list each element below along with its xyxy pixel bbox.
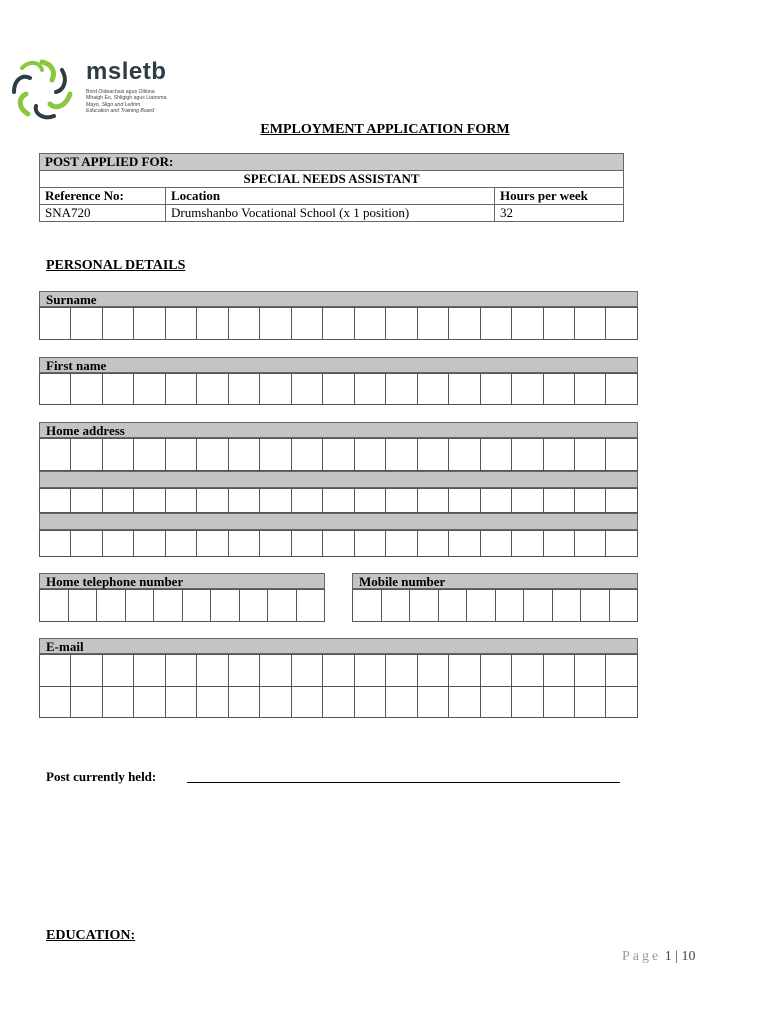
input-box-cell[interactable] bbox=[606, 686, 637, 718]
home-phone-boxes[interactable] bbox=[39, 589, 325, 622]
msletb-logo bbox=[8, 58, 188, 120]
input-box-cell[interactable] bbox=[197, 373, 228, 405]
location-value: Drumshanbo Vocational School (x 1 position) bbox=[166, 205, 495, 222]
input-box-cell[interactable] bbox=[496, 589, 525, 622]
input-box-cell[interactable] bbox=[229, 438, 260, 471]
input-box-cell[interactable] bbox=[71, 530, 102, 557]
input-box-cell[interactable] bbox=[229, 530, 260, 557]
input-box-cell[interactable] bbox=[166, 488, 197, 513]
input-box-cell[interactable] bbox=[292, 373, 323, 405]
input-box-cell[interactable] bbox=[40, 530, 71, 557]
input-box-cell[interactable] bbox=[449, 307, 480, 340]
form-title: EMPLOYMENT APPLICATION FORM bbox=[260, 122, 510, 137]
input-box-cell[interactable] bbox=[544, 654, 575, 687]
input-box-cell[interactable] bbox=[229, 373, 260, 405]
page-number bbox=[622, 949, 696, 965]
input-box-cell[interactable] bbox=[355, 373, 386, 405]
input-box-cell[interactable] bbox=[260, 438, 291, 471]
logo-sub-line: Mhaigh Eo, Shligigh agus Liatroma bbox=[86, 95, 167, 102]
input-box-cell[interactable] bbox=[410, 589, 439, 622]
input-box-cell[interactable] bbox=[386, 530, 417, 557]
input-box-cell[interactable] bbox=[575, 438, 606, 471]
position-title: SPECIAL NEEDS ASSISTANT bbox=[40, 171, 624, 188]
input-box-cell[interactable] bbox=[292, 686, 323, 718]
input-box-cell[interactable] bbox=[386, 686, 417, 718]
input-box-cell[interactable] bbox=[40, 686, 71, 718]
input-box-cell[interactable] bbox=[166, 686, 197, 718]
input-box-cell[interactable] bbox=[323, 488, 354, 513]
input-box-cell[interactable] bbox=[292, 307, 323, 340]
input-box-cell[interactable] bbox=[323, 686, 354, 718]
input-box-cell[interactable] bbox=[524, 589, 553, 622]
input-box-cell[interactable] bbox=[382, 589, 411, 622]
input-box-cell[interactable] bbox=[386, 373, 417, 405]
post-currently-held-label: Post currently held: bbox=[46, 769, 157, 784]
input-box-cell[interactable] bbox=[418, 438, 449, 471]
input-box-cell[interactable] bbox=[71, 654, 102, 687]
input-box-cell[interactable] bbox=[544, 686, 575, 718]
input-box-cell[interactable] bbox=[575, 307, 606, 340]
input-box-cell[interactable] bbox=[610, 589, 639, 622]
input-box-cell[interactable] bbox=[40, 373, 71, 405]
input-box-cell[interactable] bbox=[240, 589, 269, 622]
page-word: Page bbox=[622, 949, 662, 964]
address-separator bbox=[39, 471, 638, 488]
post-applied-table bbox=[39, 153, 624, 222]
input-box-cell[interactable] bbox=[418, 530, 449, 557]
input-box-cell[interactable] bbox=[166, 307, 197, 340]
input-box-cell[interactable] bbox=[355, 438, 386, 471]
input-box-cell[interactable] bbox=[260, 307, 291, 340]
input-box-cell[interactable] bbox=[323, 438, 354, 471]
input-box-cell[interactable] bbox=[40, 307, 71, 340]
input-box-cell[interactable] bbox=[260, 686, 291, 718]
input-box-cell[interactable] bbox=[575, 530, 606, 557]
input-box-cell[interactable] bbox=[323, 307, 354, 340]
logo-subtitle bbox=[86, 89, 196, 114]
address-boxes-line3[interactable] bbox=[39, 530, 638, 557]
home-phone-label: Home telephone number bbox=[39, 573, 325, 589]
input-box-cell[interactable] bbox=[103, 488, 134, 513]
input-box-cell[interactable] bbox=[606, 488, 637, 513]
address-boxes-line1[interactable] bbox=[39, 438, 638, 471]
input-box-cell[interactable] bbox=[260, 488, 291, 513]
hours-value: 32 bbox=[495, 205, 624, 222]
input-box-cell[interactable] bbox=[134, 438, 165, 471]
input-box-cell[interactable] bbox=[154, 589, 183, 622]
input-box-cell[interactable] bbox=[134, 530, 165, 557]
input-box-cell[interactable] bbox=[449, 686, 480, 718]
input-box-cell[interactable] bbox=[103, 438, 134, 471]
logo-sub-line: Mayo, Sligo and Leitrim bbox=[86, 101, 141, 108]
logo-sub-line: Bord Oideachais agus Oiliúna bbox=[86, 89, 155, 95]
input-box-cell[interactable] bbox=[71, 373, 102, 405]
input-box-cell[interactable] bbox=[449, 530, 480, 557]
input-box-cell[interactable] bbox=[512, 654, 543, 687]
input-box-cell[interactable] bbox=[166, 654, 197, 687]
page-separator: | bbox=[675, 949, 679, 964]
input-box-cell[interactable] bbox=[97, 589, 126, 622]
input-box-cell[interactable] bbox=[229, 307, 260, 340]
logo-wordmark: msletb bbox=[86, 58, 167, 85]
input-box-cell[interactable] bbox=[297, 589, 326, 622]
input-box-cell[interactable] bbox=[544, 373, 575, 405]
email-boxes-line1[interactable] bbox=[39, 654, 638, 687]
input-box-cell[interactable] bbox=[575, 373, 606, 405]
input-box-cell[interactable] bbox=[512, 488, 543, 513]
input-box-cell[interactable] bbox=[323, 530, 354, 557]
input-box-cell[interactable] bbox=[229, 488, 260, 513]
input-box-cell[interactable] bbox=[481, 307, 512, 340]
page-current: 1 bbox=[664, 949, 672, 964]
input-box-cell[interactable] bbox=[386, 307, 417, 340]
input-box-cell[interactable] bbox=[103, 654, 134, 687]
input-box-cell[interactable] bbox=[40, 488, 71, 513]
hours-header: Hours per week bbox=[495, 188, 624, 205]
input-box-cell[interactable] bbox=[292, 654, 323, 687]
input-box-cell[interactable] bbox=[606, 654, 637, 687]
input-box-cell[interactable] bbox=[581, 589, 610, 622]
input-box-cell[interactable] bbox=[606, 307, 637, 340]
input-box-cell[interactable] bbox=[418, 654, 449, 687]
input-box-cell[interactable] bbox=[355, 488, 386, 513]
input-box-cell[interactable] bbox=[229, 686, 260, 718]
input-box-cell[interactable] bbox=[69, 589, 98, 622]
input-box-cell[interactable] bbox=[197, 654, 228, 687]
input-box-cell[interactable] bbox=[481, 686, 512, 718]
input-box-cell[interactable] bbox=[229, 654, 260, 687]
input-box-cell[interactable] bbox=[439, 589, 468, 622]
input-box-cell[interactable] bbox=[134, 654, 165, 687]
firstname-label: First name bbox=[39, 357, 638, 373]
input-box-cell[interactable] bbox=[126, 589, 155, 622]
input-box-cell[interactable] bbox=[183, 589, 212, 622]
mobile-boxes[interactable] bbox=[352, 589, 638, 622]
input-box-cell[interactable] bbox=[166, 373, 197, 405]
input-box-cell[interactable] bbox=[197, 530, 228, 557]
input-box-cell[interactable] bbox=[323, 373, 354, 405]
input-box-cell[interactable] bbox=[103, 686, 134, 718]
address-boxes-line2[interactable] bbox=[39, 488, 638, 513]
input-box-cell[interactable] bbox=[166, 438, 197, 471]
input-box-cell[interactable] bbox=[211, 589, 240, 622]
input-box-cell[interactable] bbox=[134, 488, 165, 513]
input-box-cell[interactable] bbox=[323, 654, 354, 687]
education-heading: EDUCATION: bbox=[46, 928, 136, 943]
input-box-cell[interactable] bbox=[166, 530, 197, 557]
mobile-label: Mobile number bbox=[352, 573, 638, 589]
surname-label: Surname bbox=[39, 291, 638, 307]
input-box-cell[interactable] bbox=[544, 488, 575, 513]
input-box-cell[interactable] bbox=[606, 530, 637, 557]
reference-value: SNA720 bbox=[40, 205, 166, 222]
input-box-cell[interactable] bbox=[197, 488, 228, 513]
input-box-cell[interactable] bbox=[355, 654, 386, 687]
input-box-cell[interactable] bbox=[418, 488, 449, 513]
input-box-cell[interactable] bbox=[386, 654, 417, 687]
personal-details-heading: PERSONAL DETAILS bbox=[46, 258, 186, 273]
input-box-cell[interactable] bbox=[268, 589, 297, 622]
input-box-cell[interactable] bbox=[553, 589, 582, 622]
input-box-cell[interactable] bbox=[134, 307, 165, 340]
input-box-cell[interactable] bbox=[134, 373, 165, 405]
input-box-cell[interactable] bbox=[386, 438, 417, 471]
surname-boxes[interactable] bbox=[39, 307, 638, 340]
input-box-cell[interactable] bbox=[481, 373, 512, 405]
input-box-cell[interactable] bbox=[512, 438, 543, 471]
input-box-cell[interactable] bbox=[481, 488, 512, 513]
location-header: Location bbox=[166, 188, 495, 205]
input-box-cell[interactable] bbox=[197, 686, 228, 718]
input-box-cell[interactable] bbox=[292, 438, 323, 471]
email-boxes-line2[interactable] bbox=[39, 686, 638, 718]
input-box-cell[interactable] bbox=[197, 307, 228, 340]
input-box-cell[interactable] bbox=[418, 373, 449, 405]
input-box-cell[interactable] bbox=[481, 438, 512, 471]
input-box-cell[interactable] bbox=[103, 373, 134, 405]
input-box-cell[interactable] bbox=[197, 438, 228, 471]
input-box-cell[interactable] bbox=[418, 307, 449, 340]
input-box-cell[interactable] bbox=[260, 530, 291, 557]
post-applied-label: POST APPLIED FOR: bbox=[40, 154, 624, 171]
input-box-cell[interactable] bbox=[575, 686, 606, 718]
address-label: Home address bbox=[39, 422, 638, 438]
firstname-boxes[interactable] bbox=[39, 373, 638, 405]
input-box-cell[interactable] bbox=[355, 307, 386, 340]
input-box-cell[interactable] bbox=[481, 530, 512, 557]
input-box-cell[interactable] bbox=[418, 686, 449, 718]
input-box-cell[interactable] bbox=[449, 438, 480, 471]
input-box-cell[interactable] bbox=[353, 589, 382, 622]
input-box-cell[interactable] bbox=[260, 654, 291, 687]
input-box-cell[interactable] bbox=[103, 530, 134, 557]
email-label: E-mail bbox=[39, 638, 638, 654]
input-box-cell[interactable] bbox=[71, 488, 102, 513]
input-box-cell[interactable] bbox=[606, 438, 637, 471]
page-total: 10 bbox=[681, 949, 696, 964]
input-box-cell[interactable] bbox=[449, 373, 480, 405]
input-box-cell[interactable] bbox=[292, 530, 323, 557]
swirl-logo-icon bbox=[8, 58, 80, 120]
input-box-cell[interactable] bbox=[355, 686, 386, 718]
input-box-cell[interactable] bbox=[512, 530, 543, 557]
input-box-cell[interactable] bbox=[575, 488, 606, 513]
input-box-cell[interactable] bbox=[544, 307, 575, 340]
input-box-cell[interactable] bbox=[134, 686, 165, 718]
input-box-cell[interactable] bbox=[467, 589, 496, 622]
input-box-cell[interactable] bbox=[449, 488, 480, 513]
input-box-cell[interactable] bbox=[292, 488, 323, 513]
input-box-cell[interactable] bbox=[544, 530, 575, 557]
input-box-cell[interactable] bbox=[40, 438, 71, 471]
address-separator bbox=[39, 513, 638, 530]
input-box-cell[interactable] bbox=[481, 654, 512, 687]
input-box-cell[interactable] bbox=[606, 373, 637, 405]
input-box-cell[interactable] bbox=[40, 589, 69, 622]
input-box-cell[interactable] bbox=[512, 307, 543, 340]
input-box-cell[interactable] bbox=[512, 373, 543, 405]
input-box-cell[interactable] bbox=[40, 654, 71, 687]
post-currently-held-field[interactable] bbox=[187, 782, 620, 783]
input-box-cell[interactable] bbox=[544, 438, 575, 471]
input-box-cell[interactable] bbox=[512, 686, 543, 718]
input-box-cell[interactable] bbox=[386, 488, 417, 513]
input-box-cell[interactable] bbox=[575, 654, 606, 687]
input-box-cell[interactable] bbox=[449, 654, 480, 687]
input-box-cell[interactable] bbox=[103, 307, 134, 340]
reference-header: Reference No: bbox=[40, 188, 166, 205]
input-box-cell[interactable] bbox=[71, 438, 102, 471]
logo-sub-line: Education and Training Board bbox=[86, 107, 155, 114]
input-box-cell[interactable] bbox=[260, 373, 291, 405]
input-box-cell[interactable] bbox=[355, 530, 386, 557]
input-box-cell[interactable] bbox=[71, 307, 102, 340]
input-box-cell[interactable] bbox=[71, 686, 102, 718]
